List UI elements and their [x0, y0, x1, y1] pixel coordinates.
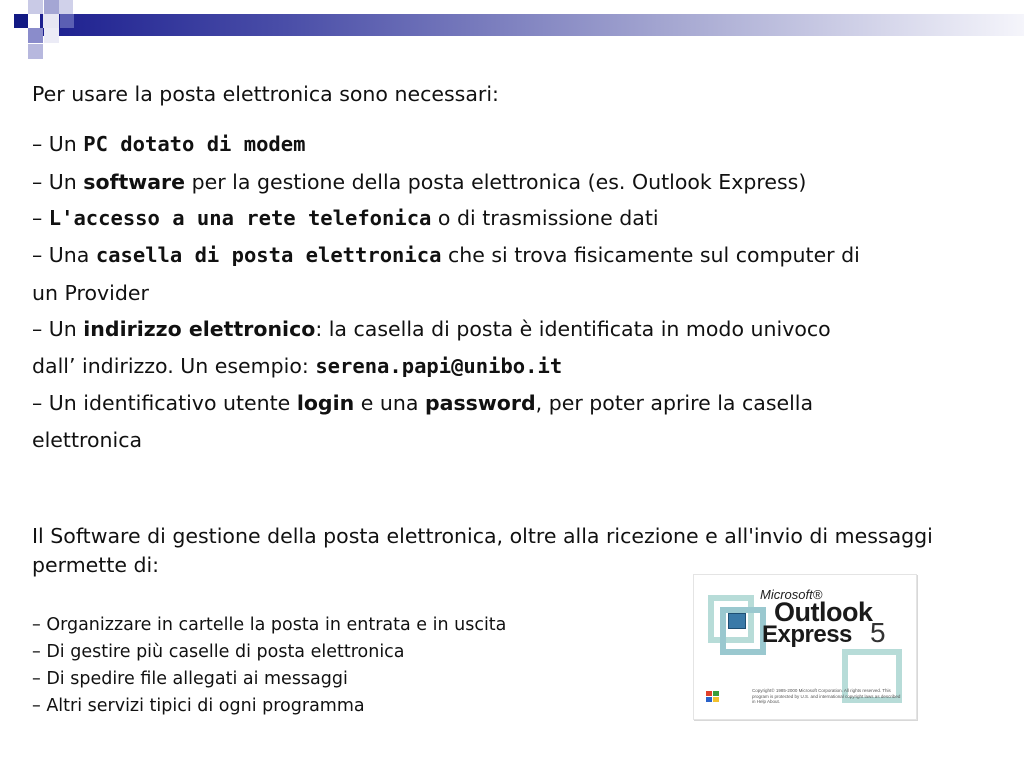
- requirement-bold: password: [424, 391, 536, 415]
- header-square: [59, 0, 73, 14]
- mail-icon: [728, 613, 746, 629]
- requirement-rest: , per poter aprire la casella: [535, 391, 814, 415]
- requirement-prefix: – Un identificativo utente: [32, 391, 297, 415]
- feature-item: – Organizzare in cartelle la posta in entrata e in uscita: [32, 615, 507, 635]
- requirement-bold: casella di posta elettronica: [95, 243, 442, 267]
- requirement-item: [32, 354, 562, 378]
- logo-version: 5: [870, 617, 886, 648]
- outlook-express-logo: [693, 574, 917, 720]
- intro-text: Per usare la posta elettronica sono necessari:: [32, 82, 499, 106]
- requirement-prefix: – Un: [32, 170, 84, 194]
- requirement-rest: : la casella di posta è identificata in modo univoco: [315, 317, 831, 341]
- requirement-item: [32, 428, 142, 452]
- example-email-address: serena.papi@unibo.it: [315, 354, 563, 378]
- requirement-item: [32, 206, 659, 230]
- feature-item: – Di spedire file allegati ai messaggi: [32, 669, 348, 689]
- requirement-item: [32, 132, 305, 156]
- windows-flag-icon: [706, 691, 720, 703]
- requirement-prefix: un Provider: [32, 281, 149, 305]
- requirement-rest: che si trova fisicamente sul computer di: [441, 243, 860, 267]
- logo-product-line1: Outlook: [774, 597, 873, 627]
- header-square: [14, 14, 28, 28]
- requirement-bold: login: [296, 391, 355, 415]
- requirement-bold: L'accesso a una rete telefonica: [48, 206, 432, 230]
- feature-item: – Di gestire più caselle di posta elettronica: [32, 642, 405, 662]
- requirement-prefix: elettronica: [32, 428, 143, 452]
- requirement-prefix: –: [32, 206, 49, 230]
- requirement-bold: software: [83, 170, 186, 194]
- header-square: [28, 44, 43, 59]
- feature-item: – Altri servizi tipici di ogni programma: [32, 696, 365, 716]
- requirement-prefix: – Un: [32, 132, 84, 156]
- requirement-item: [32, 170, 806, 194]
- requirement-item: [32, 243, 860, 267]
- header-square: [28, 0, 43, 14]
- header-square: [60, 14, 74, 28]
- requirement-prefix: dall’ indirizzo. Un esempio:: [32, 354, 316, 378]
- requirement-item: [32, 317, 831, 341]
- logo-maker: Microsoft®: [760, 587, 823, 602]
- header-square: [28, 28, 43, 43]
- requirement-rest: e una: [354, 391, 425, 415]
- requirement-item: [32, 391, 813, 415]
- requirement-rest: per la gestione della posta elettronica (es. Outlook Express): [185, 170, 807, 194]
- header-gradient-bar: [40, 14, 1024, 36]
- logo-copyright: Copyright© 1985-2000 Microsoft Corporation. All rights reserved. This program is protected by U.S. and international copyright laws as described in Help About.: [752, 688, 901, 704]
- requirement-rest: o di trasmissione dati: [431, 206, 659, 230]
- requirement-prefix: – Un: [32, 317, 84, 341]
- requirement-prefix: – Una: [32, 243, 96, 267]
- header-square: [44, 28, 59, 43]
- requirement-item: [32, 281, 149, 305]
- requirement-bold: PC dotato di modem: [83, 132, 306, 156]
- software-paragraph: Il Software di gestione della posta elettronica, oltre alla ricezione e all'invio di messaggi permette di:: [32, 524, 933, 577]
- requirement-bold: indirizzo elettronico: [83, 317, 316, 341]
- header-square: [43, 14, 59, 28]
- logo-product-line2: Express: [762, 621, 852, 648]
- header-square: [44, 0, 59, 14]
